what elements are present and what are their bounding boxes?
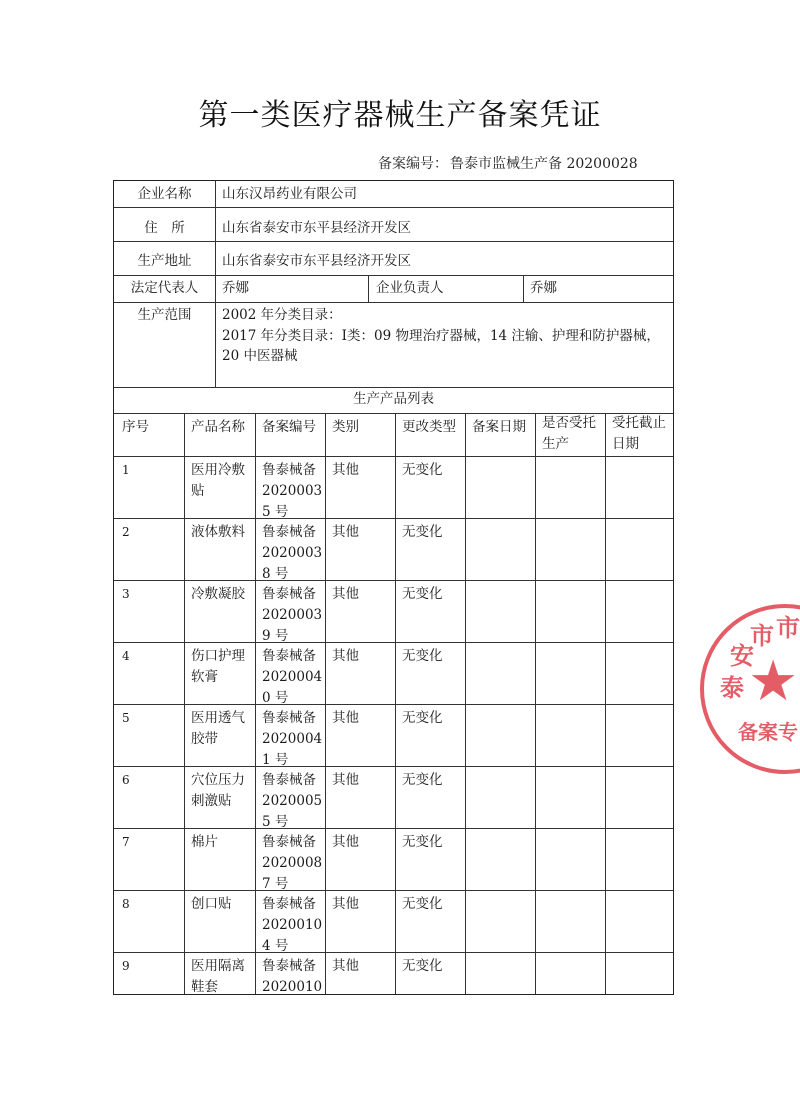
row-change-type: 无变化: [402, 648, 443, 664]
row-product-name: 创口贴: [191, 896, 232, 912]
row-no: 6: [122, 773, 130, 787]
scope-line-3: 20 中医器械: [222, 348, 298, 364]
col-header-no: 序号: [122, 419, 149, 435]
col-header-name: 产品名称: [191, 419, 245, 435]
row-change-type: 无变化: [402, 896, 443, 912]
row-product-name: 医用透气 胶带: [191, 710, 245, 747]
legal-rep-value: 乔娜: [222, 280, 249, 296]
scope-label: 生产范围: [137, 307, 192, 323]
row-product-name: 液体敷料: [191, 524, 245, 540]
row-record-code: 鲁泰械备 2020010 4 号: [262, 896, 323, 954]
row-no: 1: [122, 463, 130, 477]
company-name-value: 山东汉昂药业有限公司: [222, 186, 357, 202]
residence-label: 住 所: [144, 220, 185, 236]
row-product-name: 棉片: [191, 834, 218, 850]
seal-arc-char: 泰: [720, 673, 744, 702]
official-seal: [700, 604, 800, 774]
col-header-date: 备案日期: [472, 419, 526, 435]
row-product-name: 冷敷凝胶: [191, 586, 245, 602]
document-title: 第一类医疗器械生产备案凭证: [198, 98, 602, 133]
row-product-name: 医用隔离 鞋套: [191, 958, 245, 995]
production-address-value: 山东省泰安市东平县经济开发区: [222, 253, 411, 269]
certificate-table: [113, 180, 674, 995]
record-number-label: 备案编号：: [378, 156, 448, 172]
seal-bottom-text: 备案专: [738, 720, 798, 744]
row-change-type: 无变化: [402, 772, 443, 788]
row-change-type: 无变化: [402, 958, 443, 974]
row-product-name: 穴位压力 刺激贴: [191, 772, 245, 809]
seal-star-icon: ★: [748, 649, 799, 714]
col-header-code: 备案编号: [262, 419, 316, 435]
row-category: 其他: [332, 710, 359, 726]
row-no: 3: [122, 587, 130, 601]
col-header-deadline: 受托截止 日期: [612, 415, 666, 452]
seal-arc-char: 市: [750, 621, 774, 650]
row-record-code: 鲁泰械备 2020008 7 号: [262, 834, 323, 892]
row-no: 2: [122, 525, 130, 539]
record-number: [378, 153, 638, 173]
col-header-category: 类别: [332, 419, 359, 435]
row-record-code: 鲁泰械备 2020004 0 号: [262, 648, 323, 706]
row-record-code: 鲁泰械备 2020004 1 号: [262, 710, 323, 768]
company-head-value: 乔娜: [530, 280, 557, 296]
production-address-label: 生产地址: [137, 253, 192, 269]
row-record-code: 鲁泰械备 2020003 5 号: [262, 462, 323, 520]
col-header-change: 更改类型: [402, 419, 456, 435]
row-record-code: 鲁泰械备 2020003 9 号: [262, 586, 323, 644]
row-category: 其他: [332, 772, 359, 788]
row-no: 4: [122, 649, 130, 663]
row-change-type: 无变化: [402, 834, 443, 850]
company-head-label: 企业负责人: [376, 280, 444, 296]
product-list-title: 生产产品列表: [353, 391, 434, 407]
row-change-type: 无变化: [402, 586, 443, 602]
record-number-value: 鲁泰市监械生产备 20200028: [450, 156, 638, 172]
row-category: 其他: [332, 648, 359, 664]
row-change-type: 无变化: [402, 710, 443, 726]
residence-value: 山东省泰安市东平县经济开发区: [222, 220, 411, 236]
row-no: 7: [122, 835, 130, 849]
row-change-type: 无变化: [402, 462, 443, 478]
row-category: 其他: [332, 586, 359, 602]
row-record-code: 鲁泰械备 2020005 5 号: [262, 772, 323, 830]
row-category: 其他: [332, 834, 359, 850]
row-record-code: 鲁泰械备 2020010: [262, 958, 323, 995]
row-no: 8: [122, 897, 130, 911]
row-category: 其他: [332, 958, 359, 974]
col-header-entrusted: 是否受托 生产: [542, 415, 596, 452]
row-no: 5: [122, 711, 130, 725]
row-record-code: 鲁泰械备 2020003 8 号: [262, 524, 323, 582]
seal-arc-char: 安: [730, 641, 754, 670]
row-category: 其他: [332, 462, 359, 478]
row-category: 其他: [332, 524, 359, 540]
row-no: 9: [122, 959, 130, 973]
row-product-name: 伤口护理 软膏: [191, 648, 245, 685]
seal-arc-char: 市: [776, 613, 800, 642]
scope-line-2: 2017 年分类目录：Ⅰ类：09 物理治疗器械，14 注输、护理和防护器械，: [222, 328, 660, 344]
scope-line-1: 2002 年分类目录：: [222, 307, 342, 323]
row-category: 其他: [332, 896, 359, 912]
legal-rep-label: 法定代表人: [130, 280, 199, 296]
row-change-type: 无变化: [402, 524, 443, 540]
row-product-name: 医用冷敷 贴: [191, 462, 245, 499]
company-name-label: 企业名称: [137, 186, 192, 202]
